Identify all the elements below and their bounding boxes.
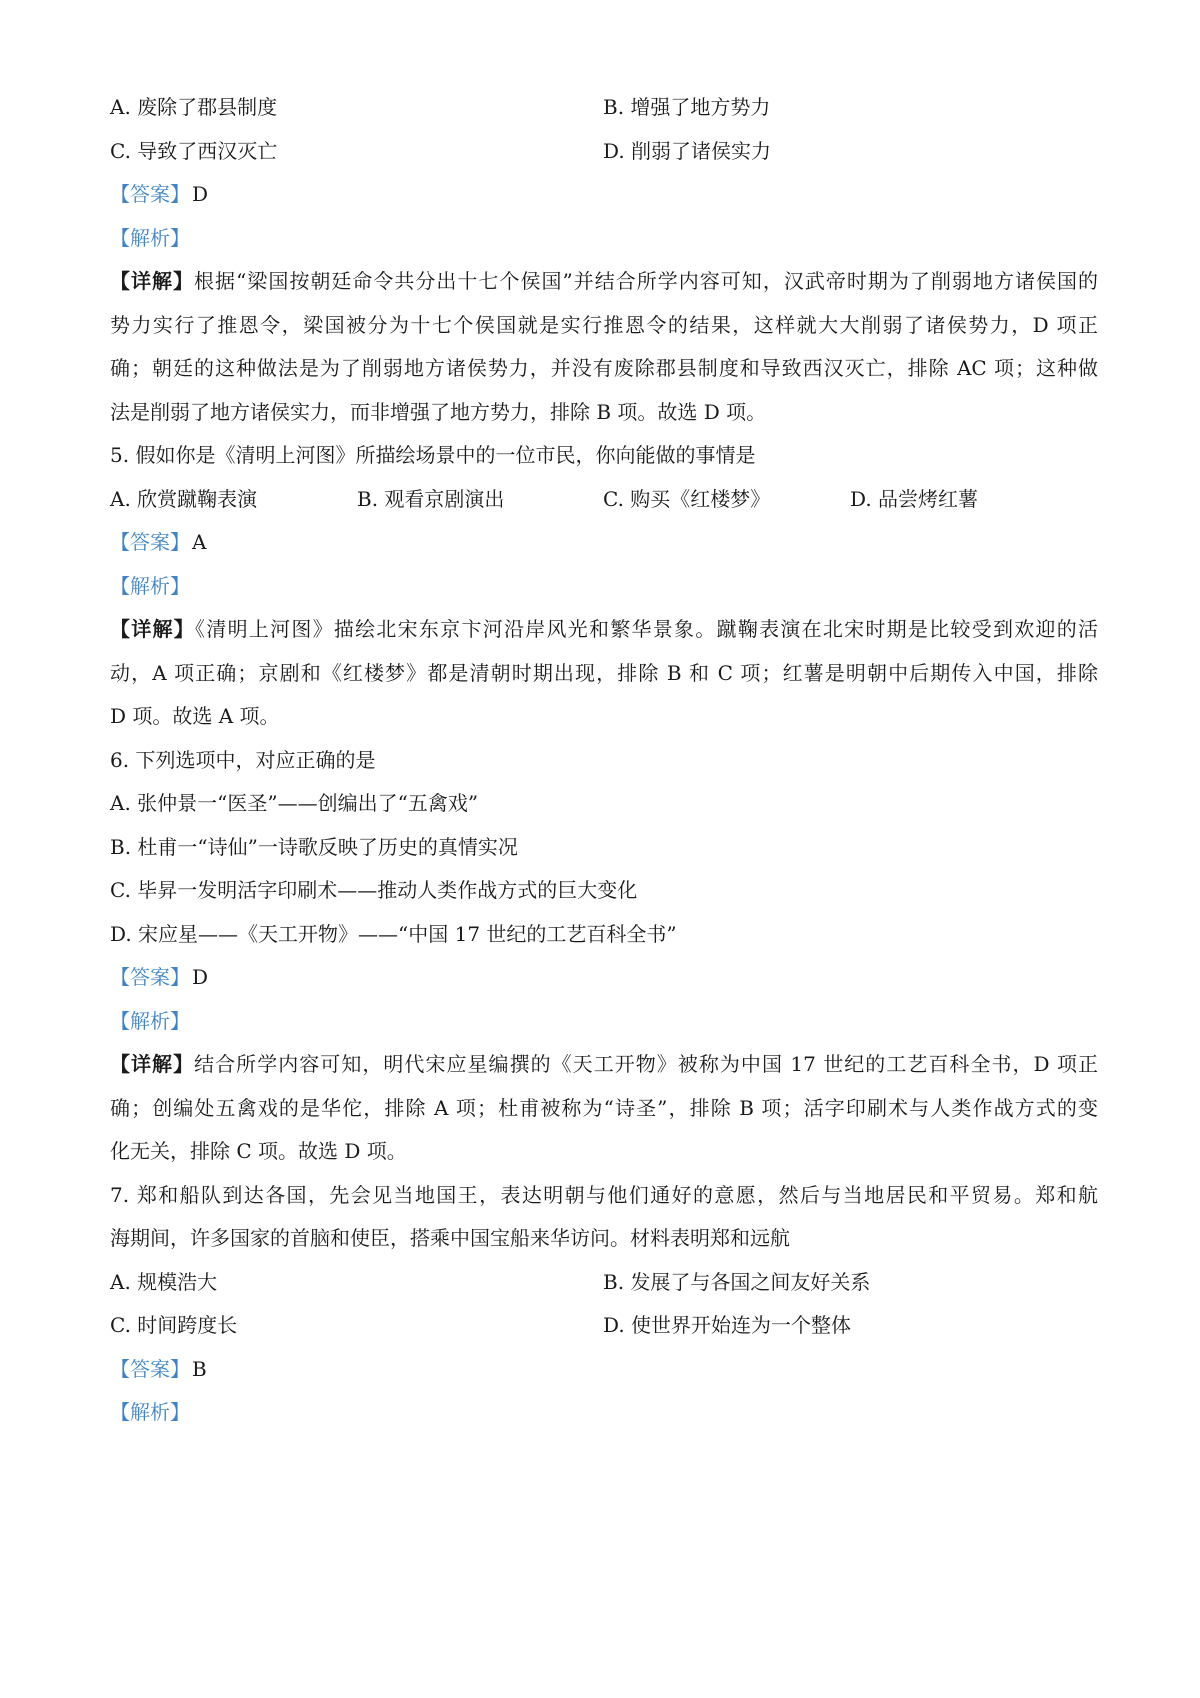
q6-answer [110,963,208,991]
q5-answer [110,528,206,556]
q7-analysis [110,1398,190,1426]
q7-option-b: B. 发展了与各国之间友好关系 [603,1270,871,1294]
q6-option-c: C. 毕昇一发明活字印刷术——推动人类作战方式的巨大变化 [110,878,638,902]
q4-option-c: C. 导致了西汉灭亡 [110,139,278,163]
q5-option-c: C. 购买《红楼梦》 [603,487,771,511]
q4-option-d: D. 削弱了诸侯实力 [603,139,772,163]
detail-tag: 【详解】 [110,269,195,293]
answer-value: A [192,530,207,554]
q5-stem: 5. 假如你是《清明上河图》所描绘场景中的一位市民，你向能做的事情是 [110,443,756,467]
q4-detail-line-3: 确；朝廷的这种做法是为了削弱地方诸侯势力，并没有废除郡县制度和导致西汉灭亡，排除 AC 项；这种做 [110,356,1098,380]
answer-tag: 【答案】 [110,182,190,206]
detail-text: 根据“梁国按朝廷命令共分出十七个侯国”并结合所学内容可知，汉武帝时期为了削弱地方诸侯国的 [194,269,1098,293]
detail-tag: 【详解】 [110,1052,195,1076]
q5-detail-line-2: 动，A 项正确；京剧和《红楼梦》都是清朝时期出现，排除 B 和 C 项；红薯是明朝中后期传入中国，排除 [110,661,1098,685]
analysis-tag: 【解析】 [110,1400,190,1424]
detail-text: 《清明上河图》描绘北宋东京卞河沿岸风光和繁华景象。蹴鞠表演在北宋时期是比较受到欢迎的活 [195,617,1099,641]
q6-analysis [110,1007,190,1035]
q4-analysis [110,224,190,252]
q7-option-d: D. 使世界开始连为一个整体 [603,1313,852,1337]
detail-text: 结合所学内容可知，明代宋应星编撰的《天工开物》被称为中国 17 世纪的工艺百科全书，D 项正 [194,1052,1098,1076]
q7-answer [110,1355,207,1383]
answer-value: B [192,1357,207,1381]
q7-stem-line-1: 7. 郑和船队到达各国，先会见当地国王，表达明朝与他们通好的意愿，然后与当地居民和平贸易。郑和航 [110,1183,1098,1207]
answer-tag: 【答案】 [110,965,190,989]
q5-detail-line-3: D 项。故选 A 项。 [110,704,280,728]
q5-analysis [110,572,190,600]
analysis-tag: 【解析】 [110,1009,190,1033]
q7-stem-line-2: 海期间，许多国家的首脑和使臣，搭乘中国宝船来华访问。材料表明郑和远航 [110,1226,790,1250]
analysis-tag: 【解析】 [110,226,190,250]
q6-option-d: D. 宋应星——《天工开物》——“中国 17 世纪的工艺百科全书” [110,922,677,946]
q5-option-d: D. 品尝烤红薯 [850,487,979,511]
q4-detail-line-4: 法是削弱了地方诸侯实力，而非增强了地方势力，排除 B 项。故选 D 项。 [110,400,767,424]
answer-value: D [192,182,209,206]
q4-detail-line-1 [110,267,1098,295]
q4-option-a: A. 废除了郡县制度 [110,95,278,119]
q7-option-c: C. 时间跨度长 [110,1313,238,1337]
answer-value: D [192,965,209,989]
detail-tag: 【详解】 [110,617,196,641]
q6-stem: 6. 下列选项中，对应正确的是 [110,748,376,772]
answer-tag: 【答案】 [110,530,190,554]
q5-detail-line-1 [110,615,1098,643]
q4-answer [110,180,208,208]
analysis-tag: 【解析】 [110,574,190,598]
q4-detail-line-2: 势力实行了推恩令，梁国被分为十七个侯国就是实行推恩令的结果，这样就大大削弱了诸侯势力，D 项正 [110,313,1098,337]
q5-option-b: B. 观看京剧演出 [357,487,505,511]
q4-option-b: B. 增强了地方势力 [603,95,771,119]
q6-option-a: A. 张仲景一“医圣”——创编出了“五禽戏” [110,791,479,815]
q6-detail-line-2: 确；创编处五禽戏的是华佗，排除 A 项；杜甫被称为“诗圣”，排除 B 项；活字印刷术与人类作战方式的变 [110,1096,1098,1120]
q6-option-b: B. 杜甫一“诗仙”一诗歌反映了历史的真情实况 [110,835,518,859]
q7-option-a: A. 规模浩大 [110,1270,218,1294]
q5-option-a: A. 欣赏蹴鞠表演 [110,487,258,511]
answer-tag: 【答案】 [110,1357,190,1381]
q6-detail-line-3: 化无关，排除 C 项。故选 D 项。 [110,1139,407,1163]
q6-detail-line-1 [110,1050,1098,1078]
